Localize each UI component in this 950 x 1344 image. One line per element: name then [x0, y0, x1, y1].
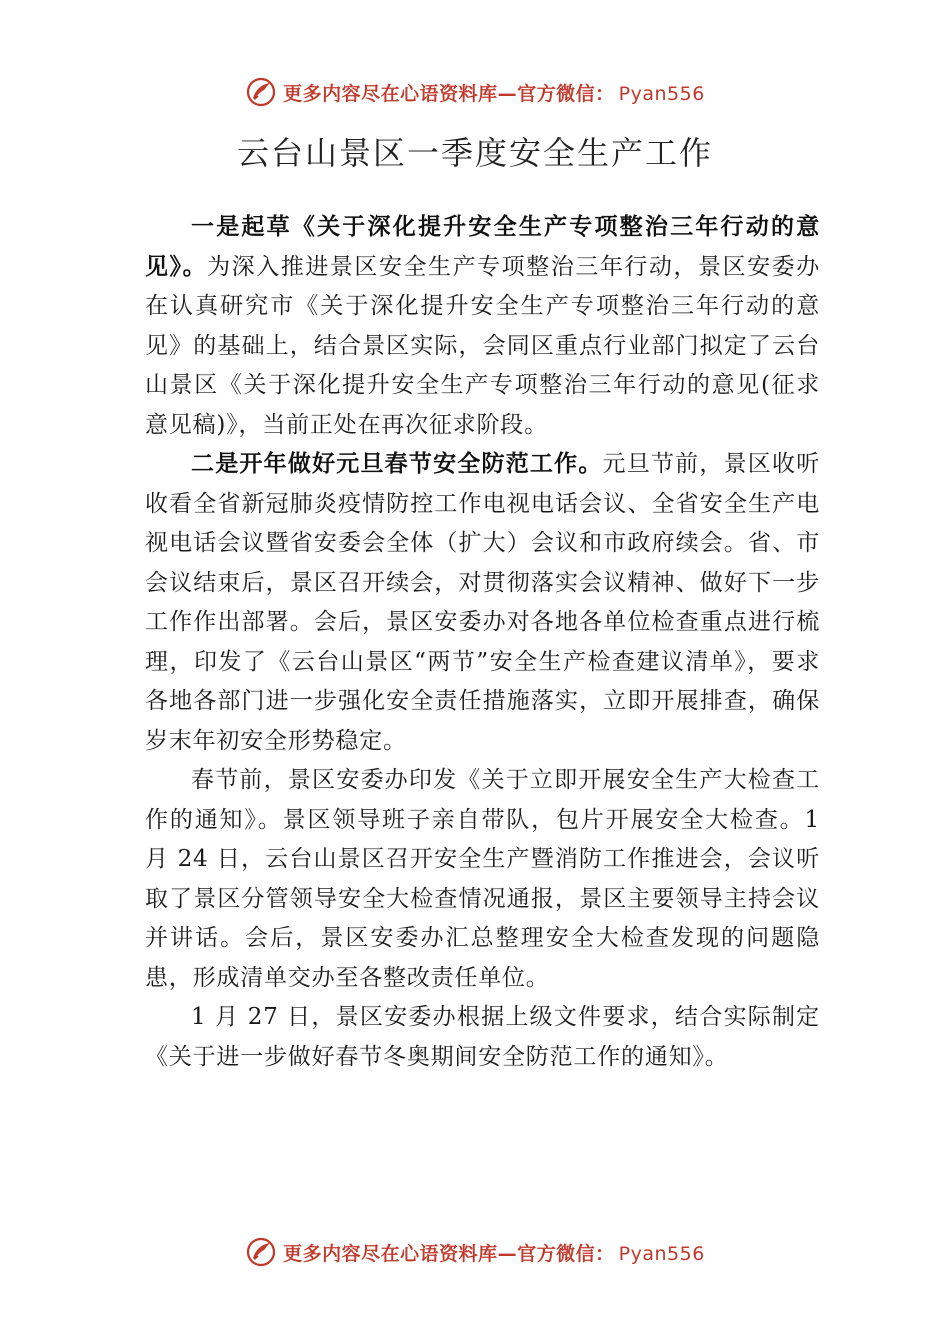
watermark-wechat-id: Pyan556	[618, 82, 705, 105]
paragraph-3	[145, 761, 820, 998]
document-title: 云台山景区一季度安全生产工作	[236, 134, 713, 172]
watermark-wechat-id: Pyan556	[618, 1242, 705, 1265]
paragraph-1	[145, 208, 820, 445]
paragraph-3-text: 春节前，景区安委办印发《关于立即开展安全生产大检查工作的通知》。景区领导班子亲自带队，包片开展安全大检查。1 月 24 日，云台山景区召开安全生产暨消防工作推进会，会议听取了景区分管领导安全大检查情况通报，景区主要领导主持会议并讲话。会后，景区安委办汇总整理安全大检查发现的问题隐患，形成清单交办至各整改责任单位。	[145, 767, 820, 991]
document-body	[145, 208, 820, 1077]
watermark-text	[283, 1239, 705, 1266]
watermark-text	[283, 79, 705, 106]
paragraph-1-text: 为深入推进景区安全生产专项整治三年行动，景区安委办在认真研究市《关于深化提升安全生产专项整治三年行动的意见》的基础上，结合景区实际，会同区重点行业部门拟定了云台山景区《关于深化提升安全生产专项整治三年行动的意见(征求意见稿)》，当前正处在再次征求阶段。	[145, 253, 821, 438]
flame-swirl-logo-icon	[245, 76, 277, 108]
header-watermark	[0, 72, 950, 112]
flame-swirl-logo-icon	[245, 1236, 277, 1268]
footer-watermark	[0, 1232, 950, 1272]
paragraph-1-lead: 一是起草《关于深化提升安全生产专项整治三年行动的意见》。	[145, 214, 820, 280]
paragraph-2-lead: 二是开年做好元旦春节安全防范工作。	[191, 451, 603, 477]
watermark-label: 更多内容尽在心语资料库—官方微信：	[283, 82, 615, 105]
paragraph-2-text: 元旦节前，景区收听收看全省新冠肺炎疫情防控工作电视电话会议、全省安全生产电视电话会议暨省安委会全体（扩大）会议和市政府续会。省、市会议结束后，景区召开续会，对贯彻落实会议精神、做好下一步工作作出部署。会后，景区安委办对各地各单位检查重点进行梳理，印发了《云台山景区“两节”安全生产检查建议清单》，要求各地各部门进一步强化安全责任措施落实，立即开展排查，确保岁末年初安全形势稳定。	[145, 451, 820, 754]
paragraph-4	[145, 998, 820, 1077]
watermark-label: 更多内容尽在心语资料库—官方微信：	[283, 1242, 615, 1265]
paragraph-4-text: 1 月 27 日，景区安委办根据上级文件要求，结合实际制定《关于进一步做好春节冬奥期间安全防范工作的通知》。	[145, 1004, 820, 1070]
paragraph-2	[145, 445, 820, 761]
